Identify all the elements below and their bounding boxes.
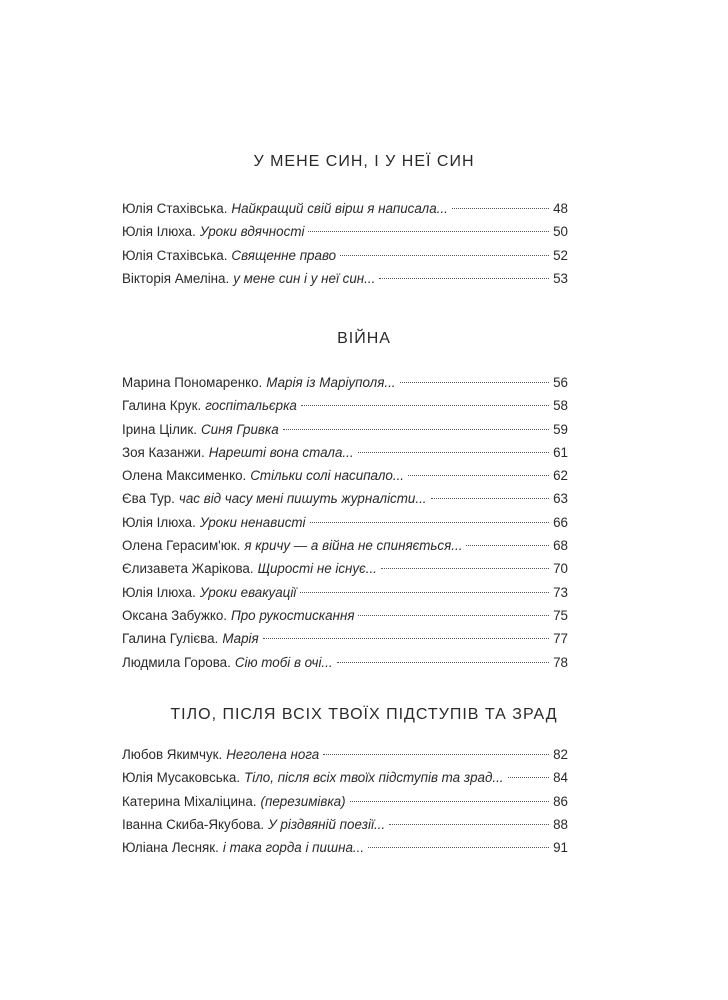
entry-page-number: 82	[553, 747, 568, 762]
entry-work-title: час від часу мені пишуть журналісти...	[178, 491, 427, 507]
entry-author: Юліана Лесняк.	[122, 840, 219, 856]
toc-entry	[122, 651, 568, 674]
leader-dots	[337, 662, 549, 663]
entry-work-title: (перезимівка)	[260, 793, 346, 809]
leader-dots	[381, 568, 549, 569]
toc-entry	[122, 836, 568, 859]
leader-dots	[350, 801, 549, 802]
entry-page-number: 78	[553, 654, 568, 670]
entry-author: Людмила Горова.	[122, 654, 231, 670]
entry-page-number: 91	[553, 840, 568, 856]
entry-work-title: Неголена нога	[226, 747, 320, 762]
toc-entry	[122, 220, 568, 243]
entry-work-title: і така горда і пишна...	[222, 840, 365, 856]
entry-author: Зоя Казанжи.	[122, 444, 205, 460]
toc-entry	[122, 394, 568, 417]
entry-page-number: 52	[553, 247, 568, 263]
leader-dots	[466, 545, 549, 546]
entry-page-number: 70	[553, 561, 568, 577]
section-title: ВІЙНА	[337, 330, 391, 347]
leader-dots	[368, 847, 549, 848]
leader-dots	[300, 592, 549, 593]
leader-dots	[379, 278, 549, 279]
entry-page-number: 88	[553, 816, 568, 832]
entry-author: Вікторія Амеліна.	[122, 270, 230, 286]
toc-entry	[122, 627, 568, 650]
entry-page-number: 61	[553, 444, 568, 460]
entry-work-title: у мене син і у неї син...	[233, 270, 376, 286]
toc-entry	[122, 557, 568, 580]
leader-dots	[340, 255, 549, 256]
entry-author: Оксана Забужко.	[122, 607, 228, 623]
entry-author: Ірина Цілик.	[122, 421, 197, 437]
entry-page-number: 68	[553, 538, 568, 554]
entry-page-number: 86	[553, 793, 568, 809]
entry-page-number: 53	[553, 270, 568, 286]
entry-work-title: Уроки вдячності	[199, 224, 305, 240]
entry-author: Галина Крук.	[122, 398, 202, 414]
toc-section-list	[122, 371, 568, 674]
toc-entry	[122, 464, 568, 487]
entry-page-number: 66	[553, 514, 568, 530]
entry-work-title: У різдвяній поезії...	[268, 816, 386, 832]
section-title: У МЕНЕ СИН, І У НЕЇ СИН	[253, 153, 475, 170]
entry-author: Юлія Ілюха.	[122, 224, 196, 240]
leader-dots	[400, 382, 549, 383]
section-title: ТІЛО, ПІСЛЯ ВСІХ ТВОЇХ ПІДСТУПІВ ТА ЗРАД	[170, 706, 558, 723]
toc-entry	[122, 244, 568, 267]
entry-author: Галина Гулієва.	[122, 631, 219, 647]
leader-dots	[452, 208, 549, 209]
entry-author: Олена Максименко.	[122, 468, 247, 484]
entry-work-title: Тіло, після всіх твоїх підступів та зрад...	[244, 770, 504, 786]
toc-entry	[122, 604, 568, 627]
entry-work-title: Уроки ненависті	[199, 514, 306, 530]
entry-work-title: Нарешті вона стала...	[208, 444, 354, 460]
toc-entry	[122, 267, 568, 290]
entry-author: Любов Якимчук.	[122, 747, 223, 762]
entry-author: Юлія Стахівська.	[122, 247, 228, 263]
toc-entry	[122, 197, 568, 220]
entry-page-number: 75	[553, 607, 568, 623]
leader-dots	[358, 615, 549, 616]
entry-work-title: Щирості не існує...	[257, 561, 377, 577]
entry-page-number: 48	[553, 201, 568, 216]
entry-page-number: 73	[553, 584, 568, 600]
entry-author: Іванна Скиба-Якубова.	[122, 816, 265, 832]
leader-dots	[263, 638, 549, 639]
entry-work-title: Найкращий свій вірш я написала...	[231, 201, 448, 216]
toc-entry	[122, 441, 568, 464]
leader-dots	[508, 777, 549, 778]
entry-page-number: 63	[553, 491, 568, 507]
entry-page-number: 50	[553, 224, 568, 240]
leader-dots	[323, 754, 549, 755]
entry-work-title: я кричу — а війна не спиняється...	[244, 538, 463, 554]
entry-page-number: 58	[553, 398, 568, 414]
entry-page-number: 56	[553, 375, 568, 390]
entry-author: Єва Тур.	[122, 491, 175, 507]
entry-work-title: Марія	[222, 631, 259, 647]
toc-entry	[122, 581, 568, 604]
entry-author: Катерина Міхаліцина.	[122, 793, 257, 809]
entry-work-title: Синя Гривка	[200, 421, 279, 437]
entry-author: Єлизавета Жарікова.	[122, 561, 254, 577]
leader-dots	[408, 475, 549, 476]
entry-work-title: Стільки солі насипало...	[250, 468, 405, 484]
leader-dots	[301, 405, 549, 406]
leader-dots	[308, 231, 549, 232]
toc-entry	[122, 766, 568, 789]
toc-entry	[122, 813, 568, 836]
entry-page-number: 59	[553, 421, 568, 437]
toc-entry	[122, 790, 568, 813]
entry-page-number: 77	[553, 631, 568, 647]
toc-entry	[122, 534, 568, 557]
entry-work-title: Про рукостискання	[231, 607, 355, 623]
entry-author: Юлія Ілюха.	[122, 514, 196, 530]
toc-entry	[122, 743, 568, 766]
leader-dots	[431, 498, 549, 499]
entry-work-title: госпітальєрка	[205, 398, 297, 414]
entry-author: Юлія Стахівська.	[122, 201, 228, 216]
leader-dots	[358, 452, 549, 453]
toc-entry	[122, 511, 568, 534]
entry-work-title: Священне право	[231, 247, 337, 263]
toc-entry	[122, 487, 568, 510]
leader-dots	[310, 522, 549, 523]
leader-dots	[283, 429, 549, 430]
entry-author: Юлія Мусаковська.	[122, 770, 241, 786]
entry-work-title: Марія із Маріуполя...	[266, 375, 396, 390]
entry-work-title: Сію тобі в очі...	[234, 654, 333, 670]
toc-entry	[122, 371, 568, 394]
toc-section-list	[122, 743, 568, 859]
toc-entry	[122, 418, 568, 441]
entry-work-title: Уроки евакуації	[199, 584, 297, 600]
entry-author: Юлія Ілюха.	[122, 584, 196, 600]
leader-dots	[389, 824, 549, 825]
entry-author: Олена Герасим'юк.	[122, 538, 241, 554]
entry-page-number: 84	[553, 770, 568, 786]
entry-author: Марина Пономаренко.	[122, 375, 263, 390]
toc-section-list	[122, 197, 568, 290]
entry-page-number: 62	[553, 468, 568, 484]
